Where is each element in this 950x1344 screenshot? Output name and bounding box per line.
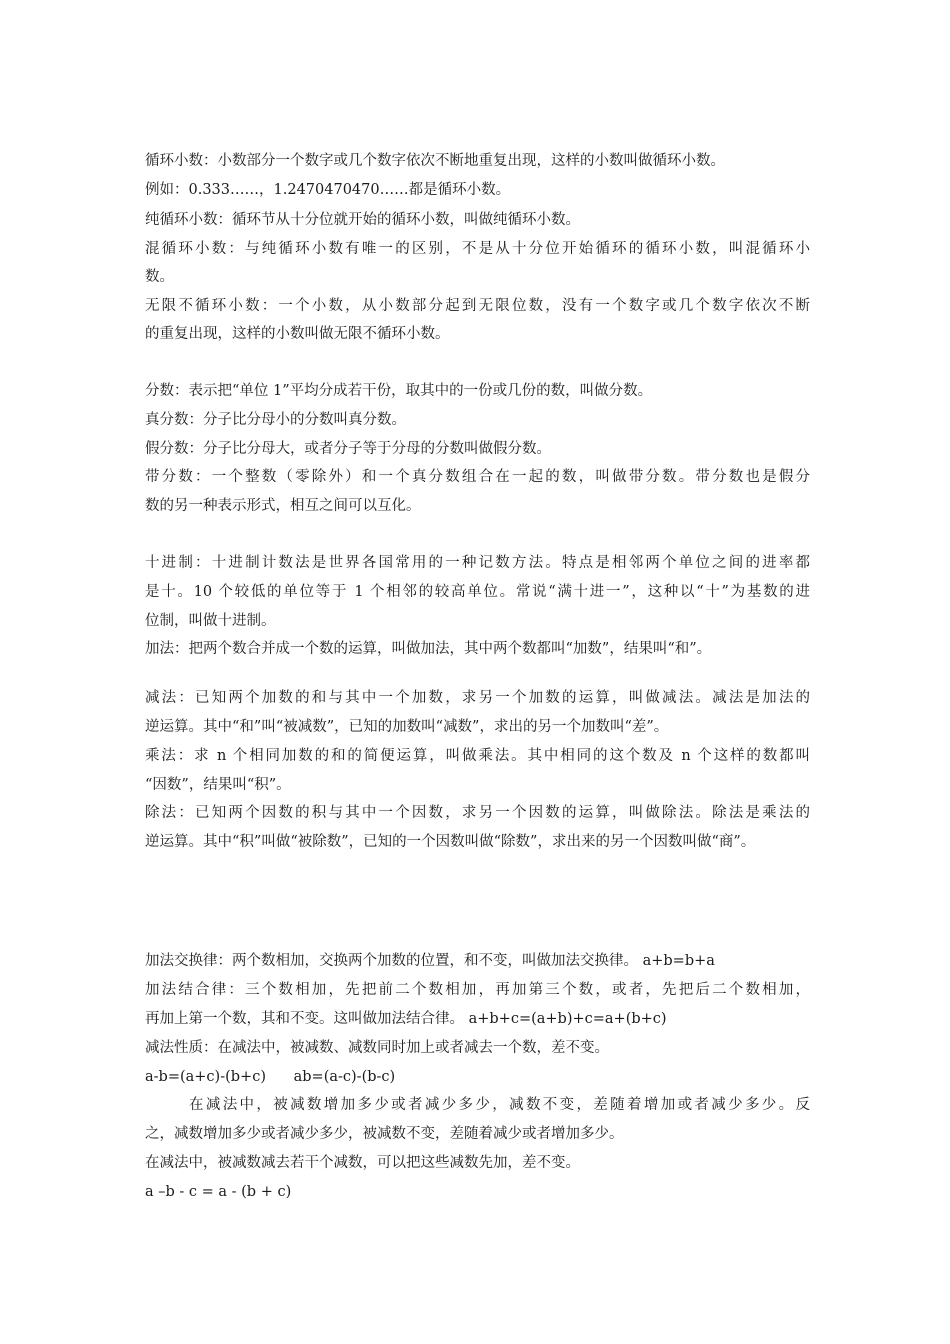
text-line: 逆运算。其中“积”叫做“被除数”，已知的一个因数叫做“除数”，求出来的另一个因数叫做“商”。 bbox=[145, 834, 756, 850]
text-line: 再加上第一个数，其和不变。这叫做加法结合律。 a+b+c=(a+b)+c=a+(b+c) bbox=[145, 1011, 667, 1027]
text-line: 数。 bbox=[145, 269, 174, 285]
text-line: 除法：已知两个因数的积与其中一个因数，求另一个因数的运算，叫做除法。除法是乘法的 bbox=[145, 805, 810, 821]
text-line: 加法交换律：两个数相加，交换两个加数的位置，和不变，叫做加法交换律。 a+b=b+a bbox=[145, 953, 715, 969]
text-line: 真分数：分子比分母小的分数叫真分数。 bbox=[145, 412, 406, 428]
text-line: 数的另一种表示形式，相互之间可以互化。 bbox=[145, 498, 421, 514]
text-line: 纯循环小数：循环节从十分位就开始的循环小数，叫做纯循环小数。 bbox=[145, 212, 580, 228]
text-line: 无限不循环小数：一个小数，从小数部分起到无限位数，没有一个数字或几个数字依次不断 bbox=[145, 298, 810, 314]
text-line: 在减法中，被减数增加多少或者减少多少，减数不变，差随着增加或者减少多少。反 bbox=[189, 1097, 810, 1113]
text-line: 减法性质：在减法中，被减数、减数同时加上或者减去一个数，差不变。 bbox=[145, 1040, 609, 1056]
text-line: 加法：把两个数合并成一个数的运算，叫做加法，其中两个数都叫“加数”，结果叫“和”。 bbox=[145, 641, 712, 657]
text-line: 十进制：十进制计数法是世界各国常用的一种记数方法。特点是相邻两个单位之间的进率都 bbox=[145, 555, 810, 571]
text-line: 例如：0.333……，1.2470470470……都是循环小数。 bbox=[145, 182, 511, 198]
text-line: 分数：表示把“单位 1”平均分成若干份，取其中的一份或几份的数，叫做分数。 bbox=[145, 383, 653, 399]
text-line: 减法：已知两个加数的和与其中一个加数，求另一个加数的运算，叫做减法。减法是加法的 bbox=[145, 690, 810, 706]
text-line: 在减法中，被减数减去若干个减数，可以把这些减数先加，差不变。 bbox=[145, 1155, 580, 1171]
formula-line: a –b - c = a - (b + c) bbox=[145, 1184, 292, 1200]
text-line: 循环小数：小数部分一个数字或几个数字依次不断地重复出现，这样的小数叫做循环小数。 bbox=[145, 153, 725, 169]
text-line: 加法结合律：三个数相加，先把前二个数相加，再加第三个数，或者，先把后二个数相加， bbox=[145, 982, 810, 998]
formula-line: a-b=(a+c)-(b+c) ab=(a-c)-(b-c) bbox=[145, 1069, 396, 1085]
text-line: 之，减数增加多少或者减少多少，被减数不变，差随着减少或者增加多少。 bbox=[145, 1126, 624, 1142]
text-line: 逆运算。其中“和”叫“被减数”，已知的加数叫“减数”，求出的另一个加数叫“差”。 bbox=[145, 719, 669, 735]
text-line: “因数”，结果叫“积”。 bbox=[145, 777, 291, 793]
text-line: 位制，叫做十进制。 bbox=[145, 613, 276, 629]
text-line: 的重复出现，这样的小数叫做无限不循环小数。 bbox=[145, 326, 450, 342]
text-line: 混循环小数：与纯循环小数有唯一的区别，不是从十分位开始循环的循环小数，叫混循环小 bbox=[145, 241, 810, 257]
text-line: 乘法：求 n 个相同加数的和的简便运算，叫做乘法。其中相同的这个数及 n 个这样的数都叫 bbox=[145, 748, 810, 764]
text-line: 假分数：分子比分母大，或者分子等于分母的分数叫做假分数。 bbox=[145, 441, 551, 457]
text-line: 带分数：一个整数（零除外）和一个真分数组合在一起的数，叫做带分数。带分数也是假分 bbox=[145, 469, 810, 485]
text-line: 是十。10 个较低的单位等于 1 个相邻的较高单位。常说“满十进一”，这种以“十”为基数的进 bbox=[145, 584, 810, 600]
